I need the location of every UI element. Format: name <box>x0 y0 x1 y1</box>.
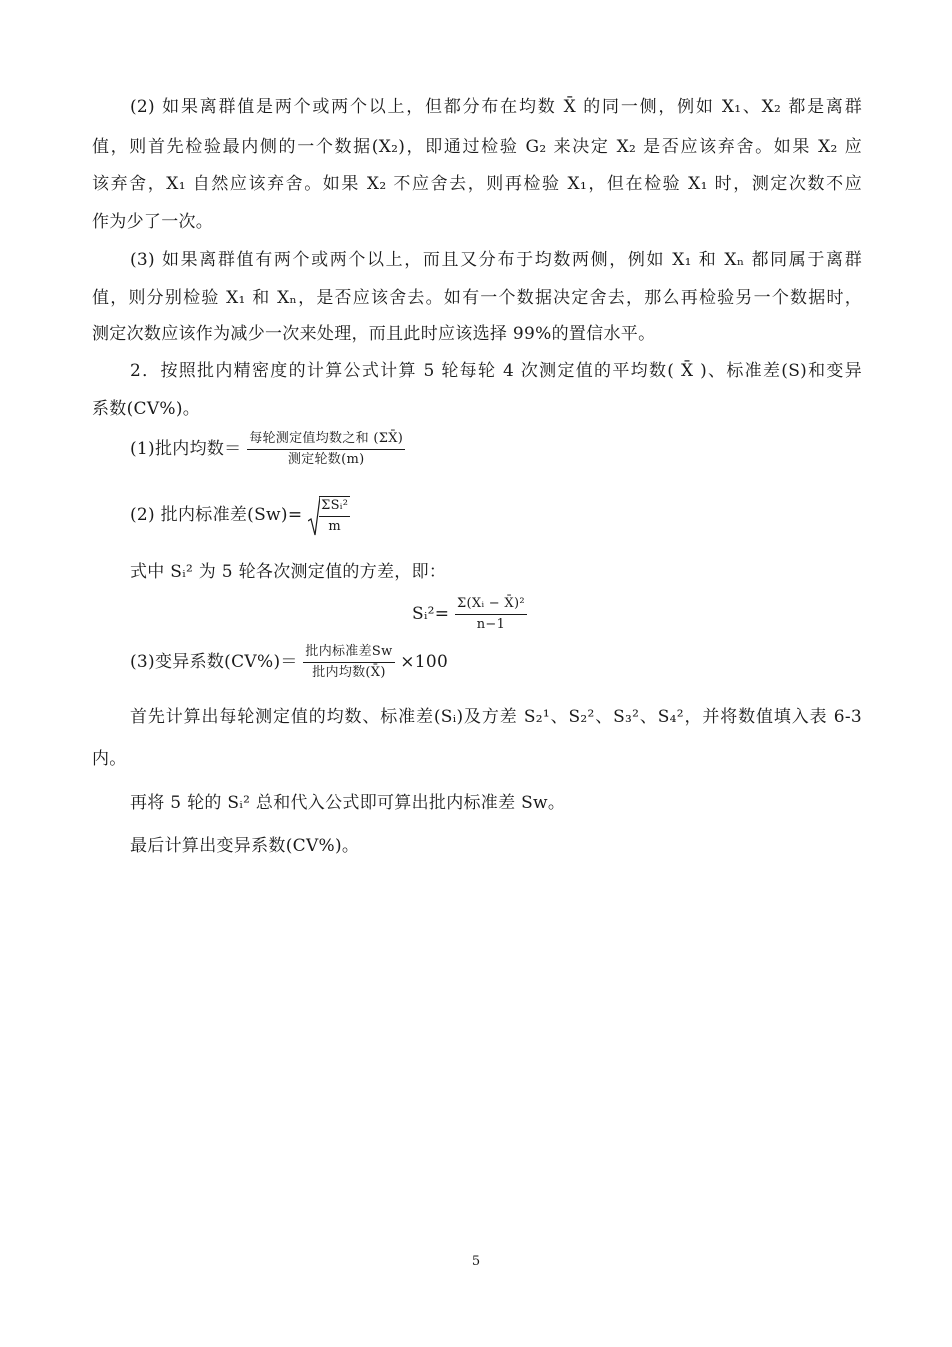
fraction-numerator: ΣSᵢ² <box>319 498 350 517</box>
formula-suffix: ×100 <box>400 652 449 672</box>
formula-batch-sd <box>130 494 862 537</box>
text-line: 首先计算出每轮测定值的均数、标准差(Sᵢ)及方差 S₂¹、S₂²、S₃²、S₄²，并将数值填入表 6-3 <box>130 707 862 727</box>
fraction <box>319 496 350 535</box>
fraction-numerator: Σ(Xᵢ − X̄)² <box>455 596 527 615</box>
fraction <box>303 644 394 681</box>
text-line: (3) 如果离群值有两个或两个以上，而且又分布于均数两侧，例如 X₁ 和 Xₙ 都同属于离群 <box>130 250 862 270</box>
formula-batch-mean <box>130 430 862 468</box>
text-line: (2) 如果离群值是两个或两个以上，但都分布在均数 X̄ 的同一侧，例如 X₁、X₂ 都是离群 <box>130 97 862 117</box>
fraction-numerator: 每轮测定值均数之和 (ΣX̄) <box>247 431 405 450</box>
text-line: 测定次数应该作为减少一次来处理，而且此时应该选择 99%的置信水平。 <box>92 324 656 344</box>
formula-label: (2) 批内标准差(Sw)= <box>130 505 303 525</box>
formula-variance <box>412 594 612 634</box>
formula-label: Sᵢ²= <box>412 604 450 624</box>
text-line: 最后计算出变异系数(CV%)。 <box>130 836 360 856</box>
text-line: 2．按照批内精密度的计算公式计算 5 轮每轮 4 次测定值的平均数( X̄ )、标准差(S)和变异 <box>130 361 862 381</box>
fraction <box>455 596 527 633</box>
formula-cv <box>130 642 862 682</box>
text-line: 该弃舍，X₁ 自然应该弃舍。如果 X₂ 不应舍去，则再检验 X₁，但在检验 X₁ 时，测定次数不应 <box>92 174 862 194</box>
text-line: 系数(CV%)。 <box>92 399 201 419</box>
page-number: 5 <box>471 1254 481 1269</box>
fraction-denominator: n−1 <box>476 617 506 632</box>
fraction-denominator: m <box>328 519 341 534</box>
text-line: 内。 <box>92 749 127 769</box>
formula-label: (1)批内均数＝ <box>130 439 242 459</box>
text-line: 作为少了一次。 <box>92 212 214 232</box>
fraction-numerator: 批内标准差Sw <box>303 644 394 663</box>
text-line: 式中 Sᵢ² 为 5 轮各次测定值的方差，即： <box>130 562 447 582</box>
fraction <box>247 431 405 468</box>
text-line: 值，则首先检验最内侧的一个数据(X₂)，即通过检验 G₂ 来决定 X₂ 是否应该弃舍。如果 X₂ 应 <box>92 137 862 157</box>
text-line: 再将 5 轮的 Sᵢ² 总和代入公式即可算出批内标准差 Sw。 <box>130 793 566 813</box>
fraction-denominator: 测定轮数(m) <box>287 452 365 467</box>
fraction-denominator: 批内均数(X̄) <box>312 665 386 680</box>
formula-label: (3)变异系数(CV%)＝ <box>130 652 298 672</box>
text-line: 值，则分别检验 X₁ 和 Xₙ，是否应该舍去。如有一个数据决定舍去，那么再检验另一个数据时， <box>92 288 862 308</box>
